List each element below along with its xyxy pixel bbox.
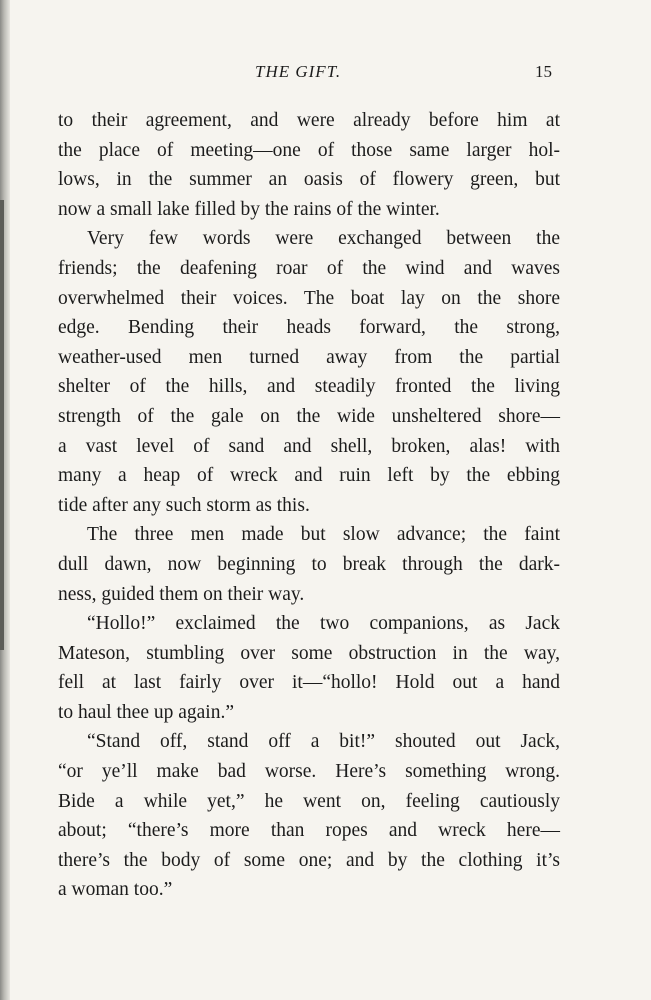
- running-title: THE GIFT.: [255, 62, 342, 81]
- text-line: a woman too.”: [58, 879, 173, 901]
- text-line: about; “there’s more than ropes and wreck here—: [58, 820, 560, 842]
- page-number: 15: [535, 62, 552, 81]
- paragraph-start-line: “Hollo!” exclaimed the two companions, as Jack: [87, 613, 560, 635]
- text-line: to their agreement, and were already before him at: [58, 110, 560, 131]
- text-line: a vast level of sand and shell, broken, alas! with: [58, 435, 560, 457]
- body-text: [58, 106, 560, 905]
- text-line: now a small lake filled by the rains of the winter.: [58, 198, 440, 220]
- text-line: Mateson, stumbling over some obstruction in the way,: [58, 642, 560, 664]
- text-line: ness, guided them on their way.: [58, 583, 305, 605]
- text-line: lows, in the summer an oasis of flowery green, but: [58, 169, 560, 191]
- text-line: friends; the deafening roar of the wind and waves: [58, 257, 560, 279]
- text-line: Bide a while yet,” he went on, feeling cautiously: [58, 790, 560, 812]
- paragraph-start-line: The three men made but slow advance; the faint: [87, 524, 560, 546]
- running-header: [0, 62, 651, 86]
- text-line: to haul thee up again.”: [58, 701, 234, 723]
- text-line: “or ye’ll make bad worse. Here’s something wrong.: [58, 761, 560, 783]
- text-line: edge. Bending their heads forward, the strong,: [58, 317, 560, 339]
- text-line: tide after any such storm as this.: [58, 494, 310, 516]
- text-line: fell at last fairly over it—“hollo! Hold out a hand: [58, 672, 560, 694]
- page-binding-shadow: [0, 200, 4, 650]
- text-line: dull dawn, now beginning to break through the dark-: [58, 553, 560, 575]
- text-line: strength of the gale on the wide unsheltered shore—: [58, 405, 560, 427]
- text-line: shelter of the hills, and steadily fronted the living: [58, 376, 560, 398]
- text-line: weather-used men turned away from the partial: [58, 346, 560, 368]
- paragraph-start-line: “Stand off, stand off a bit!” shouted out Jack,: [87, 731, 560, 753]
- paragraph-start-line: Very few words were exchanged between the: [87, 228, 560, 250]
- text-line: the place of meeting—one of those same larger hol-: [58, 139, 560, 161]
- text-line: many a heap of wreck and ruin left by the ebbing: [58, 465, 560, 487]
- text-line: overwhelmed their voices. The boat lay on the shore: [58, 287, 560, 309]
- text-line: there’s the body of some one; and by the clothing it’s: [58, 849, 560, 871]
